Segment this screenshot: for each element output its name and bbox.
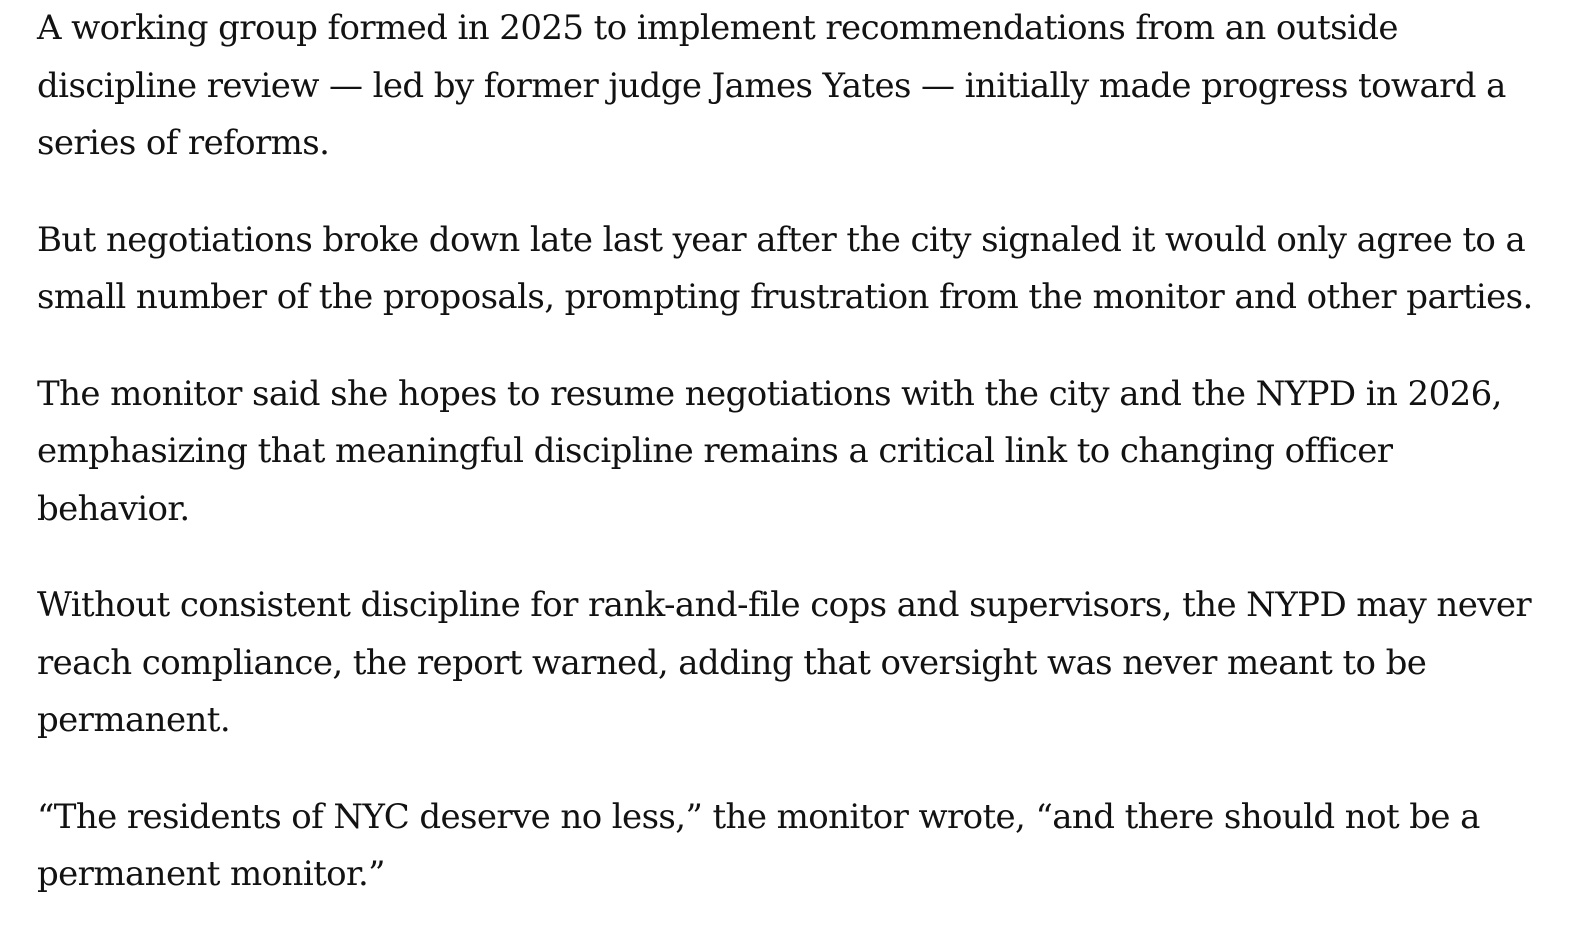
article-paragraph-3: The monitor said she hopes to resume negotiations with the city and the NYPD in 2026, emphasizing that meaningful discipline remains a critical link to changing officer behavior. xyxy=(37,373,1502,529)
article-paragraph-5: “The residents of NYC deserve no less,” the monitor wrote, “and there should not be a permanent monitor.” xyxy=(37,796,1480,894)
article-body xyxy=(37,0,1537,943)
article-paragraph-1: A working group formed in 2025 to implement recommendations from an outside discipline review — led by former judge James Yates — initially made progress toward a series of reforms. xyxy=(37,8,1506,163)
article-paragraph-4: Without consistent discipline for rank-and-file cops and supervisors, the NYPD may never reach compliance, the report warned, adding that oversight was never meant to be permanent. xyxy=(37,585,1532,740)
article-paragraph-2: But negotiations broke down late last year after the city signaled it would only agree to a small number of the proposals, prompting frustration from the monitor and other parties. xyxy=(37,219,1533,317)
